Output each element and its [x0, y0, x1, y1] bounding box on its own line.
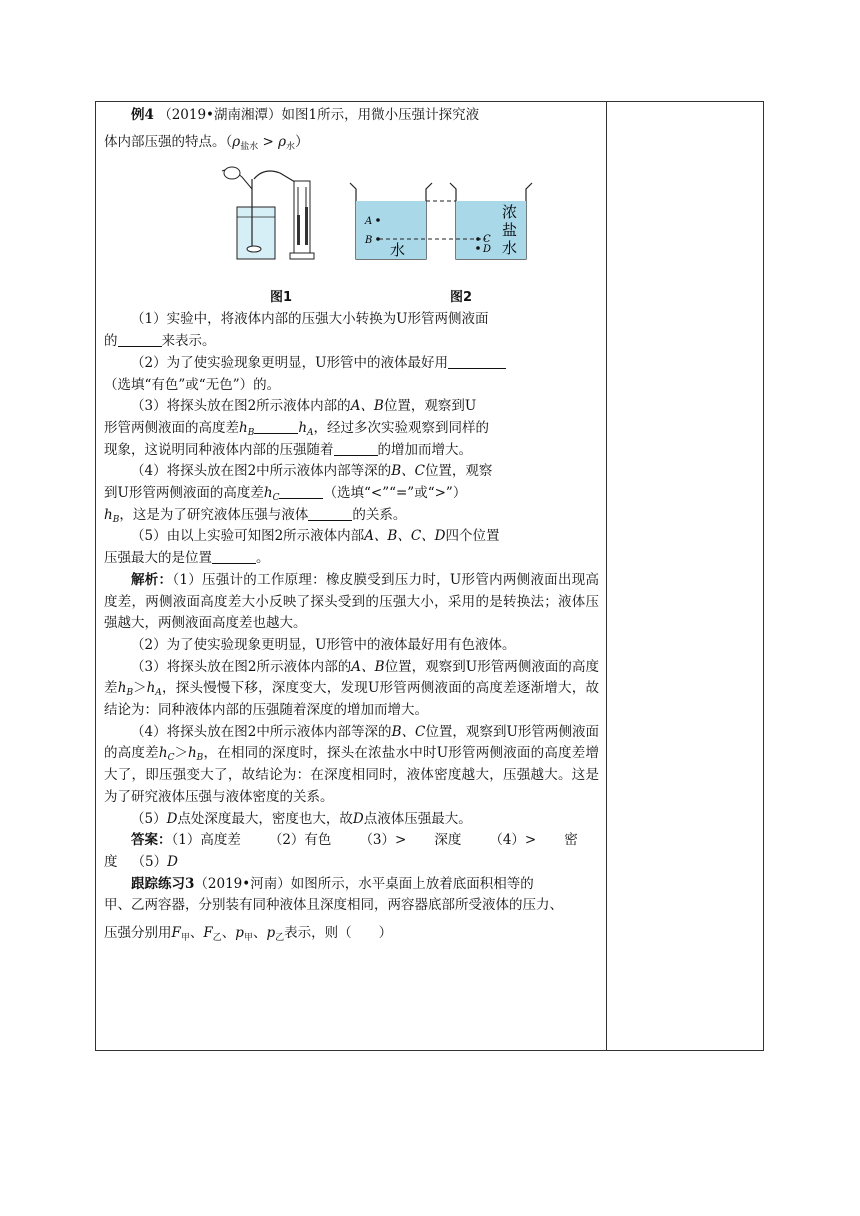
example-intro: 如图1所示，用微小压强计探究液 — [281, 107, 480, 123]
example-heading — [104, 105, 599, 127]
analysis-1 — [104, 570, 599, 635]
practice-label: 跟踪练习3 — [131, 875, 195, 892]
analysis-5: （5）D点处深度最大，密度也大，故D点液体压强最大。 — [131, 810, 472, 827]
q4-text-e: ，这是为了研究液体压强与液体 — [119, 506, 309, 523]
answer-4b-1: 密 — [564, 832, 578, 849]
practice-source: （2019•河南） — [194, 875, 291, 892]
analysis-3 — [104, 657, 599, 722]
p-yi: p — [266, 925, 276, 942]
answer-3b: 深度 — [434, 832, 462, 849]
question-5-cont — [104, 548, 599, 570]
analysis-p4-h1: h — [158, 745, 168, 762]
q4-text: （4）将探头放在图2中所示液体内部等深的 — [131, 463, 392, 480]
q2-blank[interactable] — [448, 354, 506, 369]
salt-label-1: 浓 — [502, 203, 518, 222]
question-3 — [104, 396, 599, 418]
intro-text: 体内部压强的特点。（ — [104, 133, 233, 150]
point-c-label: C — [483, 234, 491, 246]
q4-hc: h — [263, 485, 273, 502]
water-label: 水 — [390, 241, 406, 260]
analysis-p3-h1-sub: B — [126, 688, 134, 699]
analysis-p3-h2-sub: A — [155, 688, 162, 699]
q5-text-b: 四个位置 — [445, 528, 500, 545]
q5-text-c: 压强最大的是位置 — [104, 550, 212, 567]
analysis-2 — [104, 635, 599, 657]
q4-text-d: （选填“<”“=”或“>”） — [323, 485, 467, 502]
experiment-figures — [104, 159, 599, 287]
q2-text-b: （选填“有色”或“无色”）的。 — [104, 376, 281, 393]
rho-symbol-2: ρ — [278, 133, 287, 150]
question-2-cont — [104, 375, 599, 397]
p-jia-sub: 甲 — [243, 933, 253, 944]
answer-5-value: D — [167, 853, 178, 870]
answer-line-2 — [104, 852, 599, 874]
q3-text-f: 的增加而增大。 — [377, 441, 472, 458]
answer-3: （3）> — [359, 832, 407, 849]
sep-1: 、 — [189, 925, 204, 942]
q4-text-b: 位置，观察 — [424, 463, 493, 480]
example-source: （2019•湖南湘潭） — [158, 107, 282, 123]
example-intro-2 — [104, 132, 599, 154]
salt-label-2: 盐 — [502, 221, 518, 240]
practice-text-3a: 压强分别用 — [104, 925, 172, 942]
answer-5: （5） — [131, 853, 168, 870]
q3-text-d: ，经过多次实验观察到同样的 — [313, 419, 490, 436]
q1-text-c: 来表示。 — [161, 333, 216, 350]
practice-text-2: 甲、乙两容器，分别装有同种液体且深度相同，两容器底部所受液体的压力、 — [104, 897, 563, 914]
analysis-p3-gt: ＞ — [133, 680, 147, 697]
question-2 — [104, 353, 599, 375]
f-jia: F — [171, 925, 181, 942]
q3-text-b: 位置，观察到U — [383, 398, 477, 415]
question-3-cont-2 — [104, 440, 599, 462]
q4-blank-2[interactable] — [308, 506, 352, 521]
q3-text-e: 现象，这说明同种液体内部的压强随着 — [104, 441, 334, 458]
analysis-p5-d2: D — [352, 810, 364, 827]
q3-ha: h — [298, 419, 308, 436]
content-table — [95, 101, 764, 1051]
answer-label: 答案： — [131, 832, 172, 849]
answer-2: （2）有色 — [268, 832, 332, 849]
main-column — [104, 102, 599, 945]
rho-sub-salt: 盐水 — [240, 141, 259, 152]
analysis-p3-b: 位置，观察到U形管两侧液面的高度差 — [104, 658, 599, 697]
question-4-cont-2 — [104, 505, 599, 527]
practice-heading — [104, 874, 599, 896]
point-d-label: D — [483, 244, 492, 256]
practice-text-1: 如图所示，水平桌面上放着底面积相等的 — [290, 875, 534, 892]
q3-hb: h — [239, 419, 248, 436]
q1-blank[interactable] — [118, 332, 162, 347]
figure-area — [104, 159, 599, 309]
analysis-p4-bc: B、C — [391, 723, 426, 740]
gt-sign: > — [258, 133, 279, 150]
point-b-label: B — [365, 235, 373, 247]
analysis-p5-a: 点处深度最大，密度也大，故 — [177, 810, 353, 827]
question-4 — [104, 461, 599, 483]
q5-abcd: A、B、C、D — [364, 528, 446, 545]
practice-line-2 — [104, 895, 599, 917]
p-jia: p — [235, 925, 244, 942]
column-divider — [606, 102, 607, 1050]
practice-text-3b: 表示，则（ ） — [284, 925, 393, 942]
answer-4: （4）> — [489, 832, 537, 849]
analysis-p3-ab: A、B — [351, 658, 385, 675]
q4-text-f: 的关系。 — [352, 506, 407, 523]
beakers-figure — [350, 183, 532, 259]
q4-text-c: 到U形管两侧液面的高度差 — [104, 485, 264, 502]
question-1 — [104, 309, 599, 331]
analysis-p5-d: D — [166, 810, 178, 827]
rho-sub-water: 水 — [286, 141, 296, 152]
q4-hc-sub: C — [272, 493, 280, 504]
f-jia-sub: 甲 — [180, 933, 190, 944]
q3-text-c: 形管两侧液面的高度差 — [104, 419, 239, 436]
p-yi-sub: 乙 — [275, 933, 285, 944]
q3-blank-1[interactable] — [254, 419, 298, 434]
q5-text-d: 。 — [256, 550, 270, 567]
analysis-label: 解析： — [131, 571, 173, 588]
analysis-p4-gt: ＞ — [174, 745, 188, 762]
q5-text: （5）由以上实验可知图2所示液体内部 — [131, 528, 365, 545]
analysis-p3-h1: h — [117, 680, 127, 697]
q2-text: （2）为了使实验现象更明显，U形管中的液体最好用 — [131, 354, 448, 371]
q3-ab: A、B — [350, 398, 384, 415]
answer-line — [104, 830, 599, 852]
practice-line-3 — [104, 923, 599, 945]
answer-1: （1）高度差 — [171, 832, 241, 849]
analysis-4 — [104, 722, 599, 809]
q3-blank-2[interactable] — [334, 441, 378, 456]
q4-hb-sub: B — [112, 514, 120, 525]
analysis-p3-h2: h — [146, 680, 156, 697]
q3-text: （3）将探头放在图2所示液体内部的 — [131, 398, 351, 415]
analysis-p4-h1-sub: C — [167, 753, 175, 764]
analysis-p4-c: ，在相同的深度时，探头在浓盐水中时U形管两侧液面的高度差增大了，即压强变大了，故结论为：在深度相同时，液体密度越大，压强越大。这是为了研究液体压强与液体密度的关系。 — [104, 745, 599, 805]
analysis-p2: （2）为了使实验现象更明显，U形管中的液体最好用有色液体。 — [131, 636, 516, 653]
analysis-p3-c: ，探头慢慢下移，深度变大，发现U形管两侧液面的高度差逐渐增大，故结论为：同种液体内部的压强随着深度的增加而增大。 — [104, 680, 599, 719]
question-4-cont — [104, 483, 599, 505]
f-yi-sub: 乙 — [212, 933, 222, 944]
f-yi: F — [203, 925, 213, 942]
analysis-p1: （1）压强计的工作原理：橡皮膜受到压力时，U形管内两侧液面出现高度差，两侧液面高度差大小反映了探头受到的压强大小，采用的是转换法；液体压强越大，两侧液面高度差也越大。 — [104, 571, 600, 632]
point-a-label: A — [365, 216, 373, 228]
q4-blank-1[interactable] — [279, 484, 323, 499]
q4-hb: h — [104, 506, 113, 523]
figure-1-caption: 图1 — [270, 290, 293, 306]
q4-bc: B、C — [391, 463, 425, 480]
q3-ha-sub: A — [307, 427, 314, 438]
sep-2: 、 — [221, 925, 236, 942]
pressure-gauge-figure — [222, 167, 314, 259]
question-5 — [104, 526, 599, 548]
analysis-p3-a: （3）将探头放在图2所示液体内部的 — [131, 658, 352, 675]
analysis-p5-b: 点液体压强最大。 — [363, 810, 472, 827]
figure-2-caption: 图2 — [450, 290, 473, 306]
salt-label-3: 水 — [502, 239, 518, 258]
answer-4b-2: 度 — [104, 853, 118, 870]
question-3-cont — [104, 418, 599, 440]
q1-text: （1）实验中，将液体内部的压强大小转换为U形管两侧液面 — [131, 311, 489, 328]
question-1-cont — [104, 331, 599, 353]
rho-symbol: ρ — [232, 133, 241, 150]
analysis-p4-b: 位置，观察到U形管两侧液面的高度差 — [104, 723, 599, 762]
close-paren: ） — [295, 133, 309, 150]
analysis-p4-h2-sub: B — [196, 753, 204, 764]
analysis-p4-h2: h — [187, 745, 197, 762]
example-label: 例4 — [131, 107, 154, 123]
q3-hb-sub: B — [247, 427, 255, 438]
analysis-p4-a: （4）将探头放在图2中所示液体内部等深的 — [131, 723, 392, 740]
q1-text-b: 的 — [104, 333, 118, 350]
q5-blank[interactable] — [212, 549, 256, 564]
sep-3: 、 — [252, 925, 267, 942]
